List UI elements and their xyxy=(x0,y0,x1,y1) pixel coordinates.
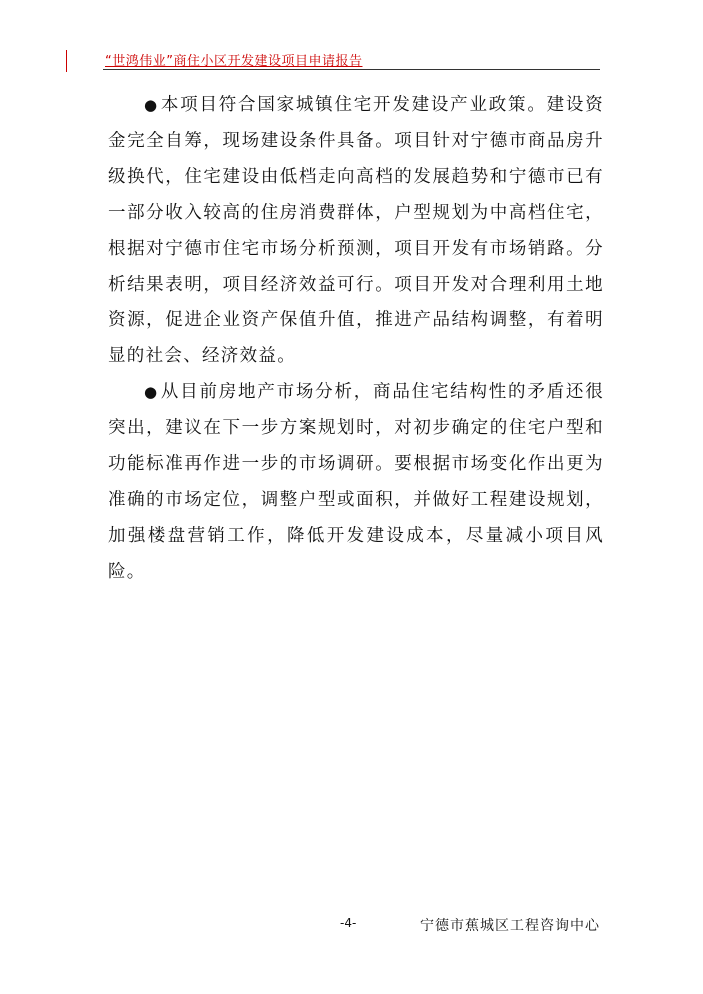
paragraph-text: 从目前房地产市场分析，商品住宅结构性的矛盾还很突出，建议在下一步方案规划时，对初步确定的住宅户型和功能标准再作进一步的市场调研。要根据市场变化作出更为准确的市场定位，调整户型或面积，并做好工程建设规划，加强楼盘营销工作，降低开发建设成本，尽量减小项目风险。 xyxy=(108,382,604,582)
header-title: “世鸿伟业”商住小区开发建设项目申请报告 xyxy=(105,54,363,69)
paragraph-market-analysis xyxy=(108,375,604,590)
paragraph-policy-compliance xyxy=(108,88,604,375)
bullet-icon: ● xyxy=(144,96,159,114)
bullet-icon: ● xyxy=(144,383,159,402)
footer-organization: 宁德市蕉城区工程咨询中心 xyxy=(420,918,600,934)
paragraph-text: 本项目符合国家城镇住宅开发建设产业政策。建设资金完全自筹，现场建设条件具备。项目针对宁德市商品房升级换代，住宅建设由低档走向高档的发展趋势和宁德市已有一部分收入较高的住房消费群体，户型规划为中高档住宅，根据对宁德市住宅市场分析预测，项目开发有市场销路。分析结果表明，项目经济效益可行。项目开发对合理利用土地资源，促进企业资产保值升值，推进产品结构调整，有着明显的社会、经济效益。 xyxy=(108,95,604,367)
report-body xyxy=(108,88,604,591)
margin-marker xyxy=(66,50,67,72)
page-number: -4- xyxy=(340,916,357,930)
header-divider xyxy=(103,69,600,70)
